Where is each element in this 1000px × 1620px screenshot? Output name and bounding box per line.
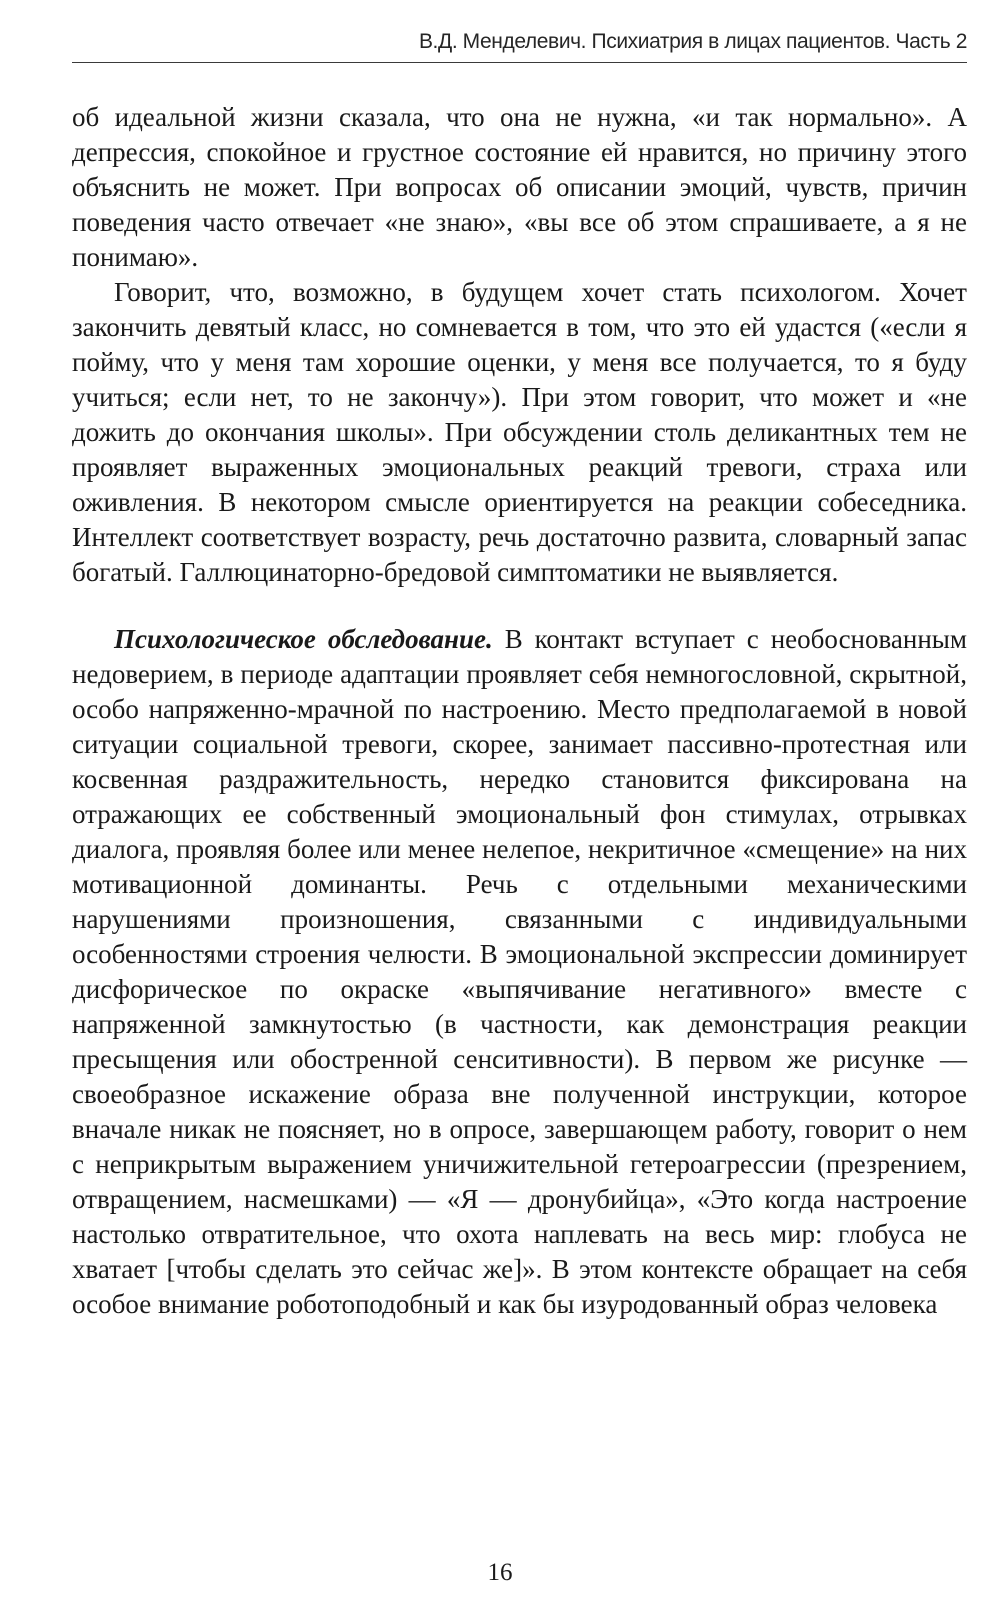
section-paragraph-text: В контакт вступает с необоснованным недоверием, в периоде адаптации проявляет себя немногословной, скрытной, особо напряженно-мрачной по настроению. Место предполагаемой в новой ситуации социальной тревоги, скорее, занимает пассивно-протестная или косвенная раздражительность, нередко становится фиксирована на отражающих ее собственный эмоциональный фон стимулах, отрывках диалога, проявляя более или менее нелепое, некритичное «смещение» на них мотивационной доминанты. Речь с отдельными механическими нарушениями произношения, связанными с индивидуальными особенностями строения челюсти. В эмоциональной экспрессии доминирует дисфорическое по окраске «выпячивание негативного» вместе с напряженной замкнутостью (в частности, как демонстрация реакции пресыщения или обостренной сенситивности). В первом же рисунке — своеобразное искажение образа вне полученной инструкции, которое вначале никак не поясняет, но в опросе, завершающем работу, говорит о нем с неприкрытым выражением уничижительной гетероагрессии (презрением, отвращением, насмешками) — «Я — дронубийца», «Это когда настроение настолько отвратительное, что охота наплевать на весь мир: глобуса не хватает [чтобы сделать это сейчас же]». В этом контексте обращает на себя особое внимание роботоподобный и как бы изуродованный образ человека [72, 624, 968, 1319]
running-header: В.Д. Менделевич. Психиатрия в лицах пациентов. Часть 2 [418, 30, 967, 53]
paragraph-psychological-exam [72, 622, 967, 1322]
section-run-in-heading: Психологическое обследование. [114, 624, 493, 654]
page-number: 16 [487, 1559, 513, 1586]
paragraph-continued: об идеальной жизни сказала, что она не нужна, «и так нормально». А депрессия, спокойное и грустное состояние ей нравится, но причину этого объяснить не может. При вопросах об описании эмоций, чувств, причин поведения часто отвечает «не знаю», «вы все об этом спрашиваете, а я не понимаю». [72, 102, 967, 272]
paragraph-plans: Говорит, что, возможно, в будущем хочет стать психологом. Хочет закончить девятый класс, но сомневается в том, что это ей удастся («если я пойму, что у меня там хорошие оценки, у меня все получается, то я буду учиться; если нет, то не закончу»). При этом говорит, что может и «не дожить до окончания школы». При обсуждении столь деликантных тем не проявляет выраженных эмоциональных реакций тревоги, страха или оживления. В некотором смысле ориентируется на реакции собеседника. Интеллект соответствует возрасту, речь достаточно развита, словарный запас богатый. Галлюцинаторно-бредовой симптоматики не выявляется. [72, 277, 967, 587]
body-text [72, 100, 967, 1322]
header-rule [72, 62, 967, 63]
